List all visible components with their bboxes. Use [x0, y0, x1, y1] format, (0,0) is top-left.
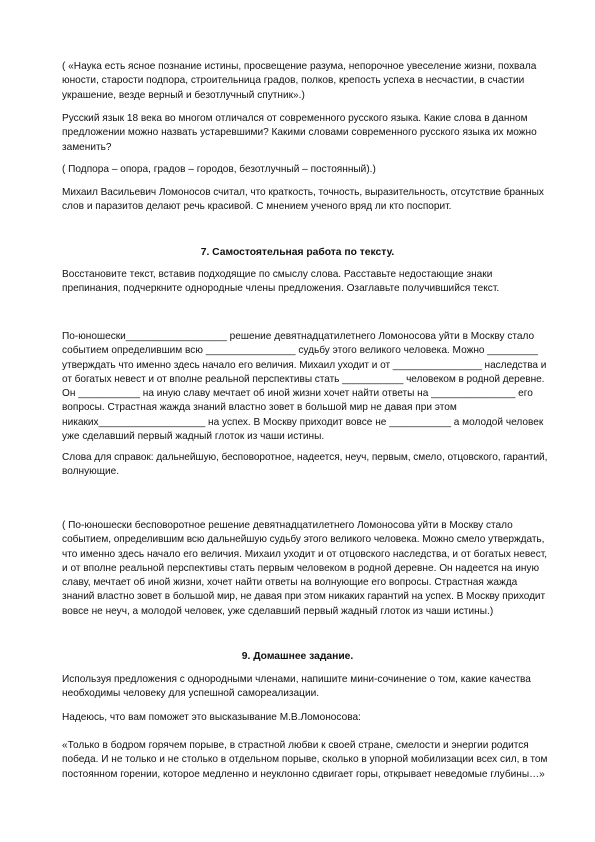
- text-line: ( Подпора – опора, градов – городов, безотлучный – постоянный).): [62, 164, 376, 175]
- text-line: препинания, подчеркните однородные члены предложения. Озаглавьте получившийся текст.: [62, 283, 500, 295]
- text-line: Надеюсь, что вам поможет это высказывание М.В.Ломоносова:: [62, 712, 361, 723]
- text-line: постоянном горении, которое медленно и неуклонно сдвигает горы, открывает неведомые глубины…»: [62, 768, 545, 780]
- text-line: украшение, везде верный и безотлучный спутник».): [62, 89, 305, 101]
- gap-fill-text: [62, 330, 548, 444]
- text-line: событием, определившим всю дальнейшую судьбу этого великого человека. Можно смело утверждать,: [62, 534, 545, 546]
- text-line: «Только в бодром горячем порыве, в страстной любви к своей стране, смелости и энергии родится: [62, 740, 529, 751]
- text-line: предложении можно назвать устаревшими? Какими словами современного русского языка их можно: [62, 127, 537, 139]
- final-quote: [62, 739, 548, 782]
- section-7-task: [62, 268, 548, 297]
- text-line: ( «Наука есть ясное познание истины, просвещение разума, непорочное увеселение жизни, похвала: [62, 61, 537, 72]
- text-line: от богатых невест и от вполне реальной перспективы стать ___________ человеком в родной деревне.: [62, 373, 545, 385]
- hope-line: [62, 711, 548, 725]
- reference-words: [62, 451, 548, 480]
- text-line: Он ___________ на иную славу мечтает об иной жизни хочет найти ответы на _______________ его: [62, 388, 533, 400]
- text-line: никаких___________________ на успех. В Москву приходит вовсе не ___________ а молодой человек: [62, 416, 544, 428]
- text-line: утверждать что именно здесь начало его величия. Михаил уходит и от ________________ наследства и: [62, 359, 547, 371]
- section-9-task: [62, 673, 548, 702]
- text-line: По-юношески__________________ решение девятнадцатилетнего Ломоносова уйти в Москву стало: [62, 331, 535, 342]
- text-line: юности, старости подпора, строительница градов, полков, крепость успеха в несчастии, в счастии: [62, 75, 525, 87]
- solution-paragraph: [62, 519, 548, 619]
- text-line: Русский язык 18 века во многом отличался от современного русского языка. Какие слова в данном: [62, 113, 528, 124]
- text-line: Слова для справок: дальнейшую, бесповоротное, надеется, неуч, первым, смело, отцовского, гарантий,: [62, 452, 548, 463]
- section-9-heading: 9. Домашнее задание.: [241, 651, 354, 662]
- text-line: Восстановите текст, вставив подходящие по смыслу слова. Расставьте недостающие знаки: [62, 269, 493, 280]
- quote-paragraph: [62, 60, 548, 103]
- text-line: победа. И не только и не столько в отдельном порыве, сколько в упорной мобилизации всех сил, в том: [62, 754, 548, 766]
- text-line: знаний властно зовет в большой мир, не давая при этом никаких гарантий на успех. В Москву приходит: [62, 591, 546, 603]
- text-line: слов и паразитов делают речь красивой. С мнением ученого вряд ли кто поспорит.: [62, 201, 452, 213]
- text-line: вопросы. Страстная жажда знаний властно зовет в большой мир не давая при этом: [62, 402, 457, 414]
- text-line: волнующие.: [62, 466, 120, 478]
- text-line: славу, мечтает об иной жизни, хочет найти ответы на волнующие его вопросы. Страстная жажда: [62, 577, 518, 589]
- text-line: и от вполне реальной перспективы стать первым человеком в родной деревне. Он надеется на иную: [62, 562, 540, 574]
- text-line: ( По-юношески бесповоротное решение девятнадцатилетнего Ломоносова уйти в Москву стало: [62, 520, 513, 531]
- text-line: что именно здесь начало его величия. Михаил уходит и от отцовского наследства, и от богатых невест,: [62, 548, 548, 560]
- lomonosov-paragraph: [62, 186, 548, 215]
- text-line: уже сделавший первый жадный глоток из чаши истины.: [62, 431, 325, 443]
- text-line: вовсе не неуч, а молодой человек, уже сделавший первый жадный глоток из чаши истины.): [62, 605, 494, 617]
- text-line: Используя предложения с однородными членами, напишите мини-сочинение о том, какие качества: [62, 674, 531, 685]
- text-line: заменить?: [62, 141, 112, 153]
- question-paragraph: [62, 112, 548, 155]
- answer-paragraph: [62, 163, 548, 177]
- text-line: событием определившим всю ________________ судьбу этого великого человека. Можно _________: [62, 345, 538, 357]
- section-7-heading: 7. Самостоятельная работа по тексту.: [200, 247, 395, 258]
- text-line: необходимы человеку для успешной самореализации.: [62, 688, 320, 700]
- text-line: Михаил Васильевич Ломоносов считал, что краткость, точность, выразительность, отсутствие бранных: [62, 187, 544, 198]
